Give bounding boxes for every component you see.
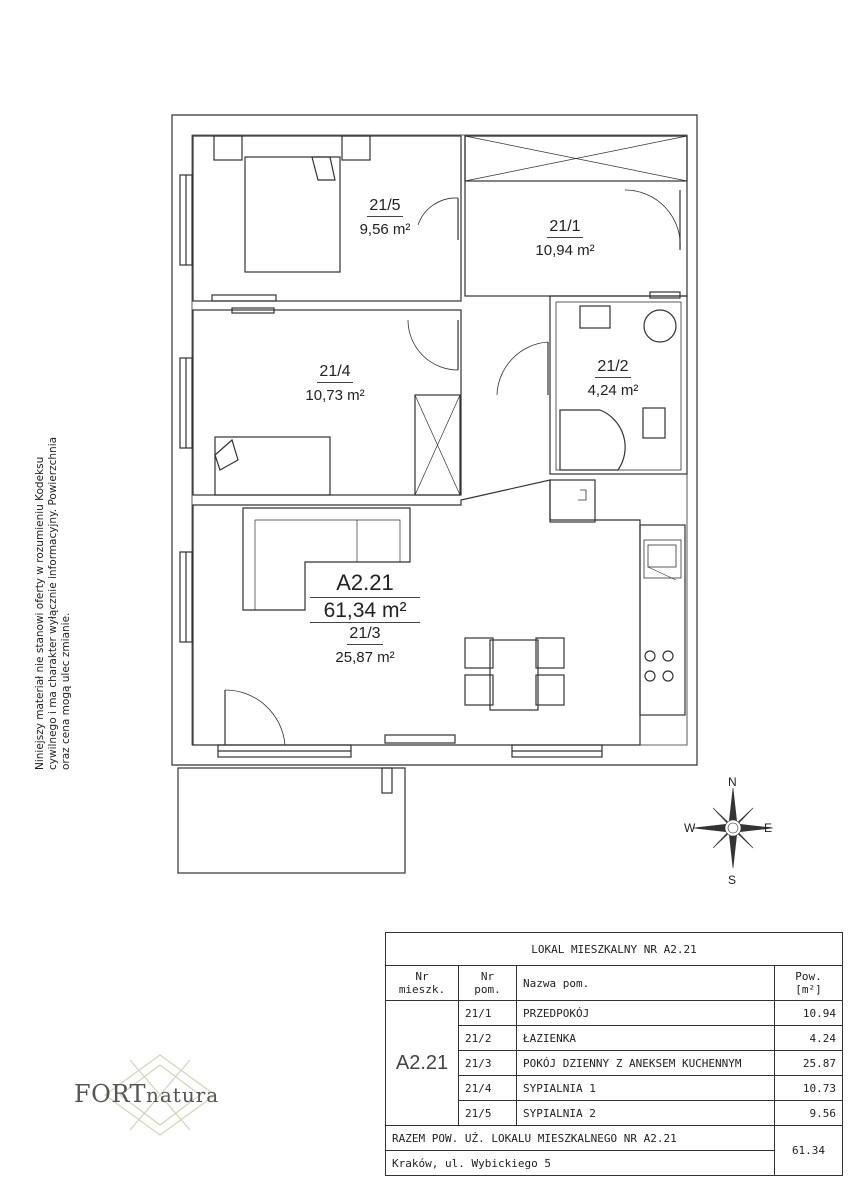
compass-west: W: [684, 821, 696, 835]
row-name: PRZEDPOKÓJ: [517, 1001, 775, 1026]
row-area: 9.56: [775, 1101, 843, 1126]
room-label-21-4: [280, 363, 390, 405]
disclaimer: [34, 350, 73, 770]
compass-east: E: [764, 821, 773, 835]
room-label-21-5: [330, 197, 440, 239]
room-schedule-table: [385, 932, 843, 1176]
balcony: [178, 768, 405, 873]
room-number: 21/1: [547, 218, 582, 238]
logo-fort: FORT: [74, 1080, 146, 1108]
total-label: RAZEM POW. UŻ. LOKALU MIESZKALNEGO NR A2.21: [386, 1126, 775, 1151]
compass-south: S: [728, 873, 737, 887]
row-area: 4.24: [775, 1026, 843, 1051]
disclaimer-line: cywilnego i ma charakter wyłącznie informacyjny. Powierzchnia: [47, 436, 59, 770]
room-area: 10,94 m²: [535, 242, 595, 259]
disclaimer-line: Niniejszy materiał nie stanowi oferty w rozumieniu Kodeksu: [34, 456, 46, 770]
address: Kraków, ul. Wybickiego 5: [386, 1151, 775, 1176]
room-number: 21/5: [367, 197, 402, 217]
row-name: POKÓJ DZIENNY Z ANEKSEM KUCHENNYM: [517, 1051, 775, 1076]
row-name: SYPIALNIA 2: [517, 1101, 775, 1126]
row-room: 21/3: [459, 1051, 517, 1076]
row-name: ŁAZIENKA: [517, 1026, 775, 1051]
header-unit: Nr mieszk.: [386, 966, 459, 1001]
room-21-1-outline: [465, 136, 687, 296]
compass-north: N: [728, 775, 737, 789]
row-area: 10.73: [775, 1076, 843, 1101]
room-number: 21/4: [317, 363, 352, 383]
compass-rose-icon: [693, 788, 773, 868]
unit-code: A2.21: [336, 570, 394, 595]
total-value: 61.34: [775, 1126, 843, 1176]
header-name: Nazwa pom.: [517, 966, 775, 1001]
row-name: SYPIALNIA 1: [517, 1076, 775, 1101]
kitchen-counter: [640, 525, 685, 715]
room-area: 9,56 m²: [359, 221, 411, 238]
row-room: 21/5: [459, 1101, 517, 1126]
logo: [74, 1080, 219, 1108]
room-area: 25,87 m²: [335, 649, 395, 666]
unit-code-cell: A2.21: [386, 1001, 459, 1126]
header-area: Pow. [m²]: [775, 966, 843, 1001]
bed-21-5: [245, 157, 340, 272]
row-area: 25.87: [775, 1051, 843, 1076]
row-area: 10.94: [775, 1001, 843, 1026]
row-room: 21/4: [459, 1076, 517, 1101]
header-room: Nr pom.: [459, 966, 517, 1001]
bed-21-4: [215, 437, 330, 495]
table-row: [386, 1001, 843, 1026]
table-title: LOKAL MIESZKALNY NR A2.21: [386, 933, 843, 966]
room-area: 10,73 m²: [305, 387, 365, 404]
unit-total-area: 61,34 m²: [323, 599, 407, 622]
dining-table: [490, 640, 538, 710]
room-area: 4,24 m²: [587, 382, 639, 399]
room-label-21-3: [290, 570, 440, 667]
room-label-21-1: [510, 218, 620, 260]
row-room: 21/1: [459, 1001, 517, 1026]
logo-natura: natura: [145, 1083, 220, 1107]
row-room: 21/2: [459, 1026, 517, 1051]
disclaimer-line: oraz cena mogą ulec zmianie.: [60, 612, 72, 770]
room-number: 21/2: [595, 358, 630, 378]
room-number: 21/3: [347, 625, 382, 645]
room-label-21-2: [558, 358, 668, 400]
